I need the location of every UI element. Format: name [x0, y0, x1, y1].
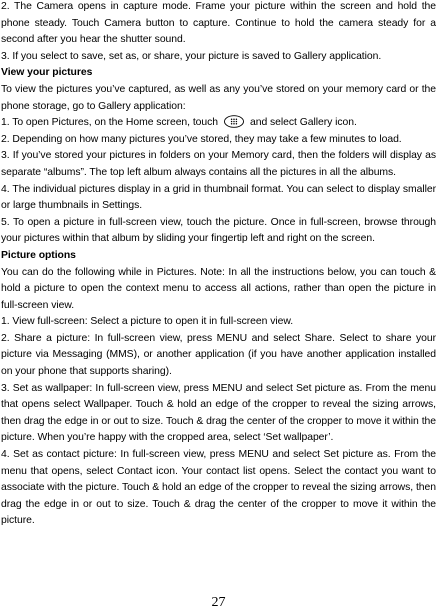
paragraph-save: 3. If you select to save, set as, or share, your picture is saved to Gallery application. [1, 50, 382, 62]
apps-grid-icon [223, 115, 245, 128]
paragraph-capture-mode: 2. The Camera opens in capture mode. Frame your picture within the screen and hold the phone steady. Touch Camera button to capture. Continue to hold the camera steady for a second after you hear the shutter sound. [1, 1, 436, 46]
paragraph-open-pictures [1, 115, 436, 132]
paragraph-option-share: 2. Share a picture: In full-screen view, press MENU and select Share. Select to share your picture via Messaging (MMS), or another application (if you have another application installed on your phone that supports sharing). [1, 332, 436, 378]
paragraph-depending: 2. Depending on how many pictures you’ve stored, they may take a few minutes to load. [1, 133, 402, 145]
heading-view-pictures: View your pictures [1, 67, 93, 79]
page-number: 27 [211, 595, 226, 610]
paragraph-view-intro: To view the pictures you’ve captured, as well as any you’ve stored on your memory card or the phone storage, go to Gallery application: [1, 83, 436, 112]
paragraph-option-wallpaper: 3. Set as wallpaper: In full-screen view, press MENU and select Set picture as. From the menu that opens select Wallpaper. Touch & hold an edge of the cropper to reveal the sizing arrows, then drag the edge in or out to size. Touch & drag the center of the cropper to move it within the picture. When you’re happy with the cropped area, select ‘Set wallpaper’. [1, 382, 436, 444]
open-pictures-text-before: 1. To open Pictures, on the Home screen, touch [1, 117, 218, 129]
paragraph-folders: 3. If you’ve stored your pictures in folders on your Memory card, then the folders will display as separate “albums”. The top left album always contains all the pictures in all the albums. [1, 150, 436, 178]
paragraph-option-contact-picture: 4. Set as contact picture: In full-screen view, press MENU and select Set picture as. From the menu that opens, select Contact icon. Your contact list opens. Select the contact you want to associate with the picture. Touch & hold an edge of the cropper to reveal the sizing arrows, then drag the edge in or out to size. Touch & drag the center of the cropper to move it within the picture. [1, 449, 436, 527]
paragraph-option-view-fullscreen: 1. View full-screen: Select a picture to open it in full-screen view. [1, 316, 294, 328]
heading-picture-options: Picture options [1, 249, 76, 261]
open-pictures-text-after: and select Gallery icon. [250, 117, 357, 129]
paragraph-grid: 4. The individual pictures display in a grid in thumbnail format. You can select to display smaller or large thumbnails in Settings. [1, 183, 436, 212]
paragraph-fullscreen-view: 5. To open a picture in full-screen view, touch the picture. Once in full-screen, browse through your pictures within that album by sliding your fingertip left and right on the screen. [1, 216, 436, 245]
page-content [1, 0, 436, 530]
paragraph-options-intro: You can do the following while in Pictures. Note: In all the instructions below, you can touch & hold a picture to open the context menu to access all actions, rather than open the picture in full-screen view. [1, 266, 436, 311]
